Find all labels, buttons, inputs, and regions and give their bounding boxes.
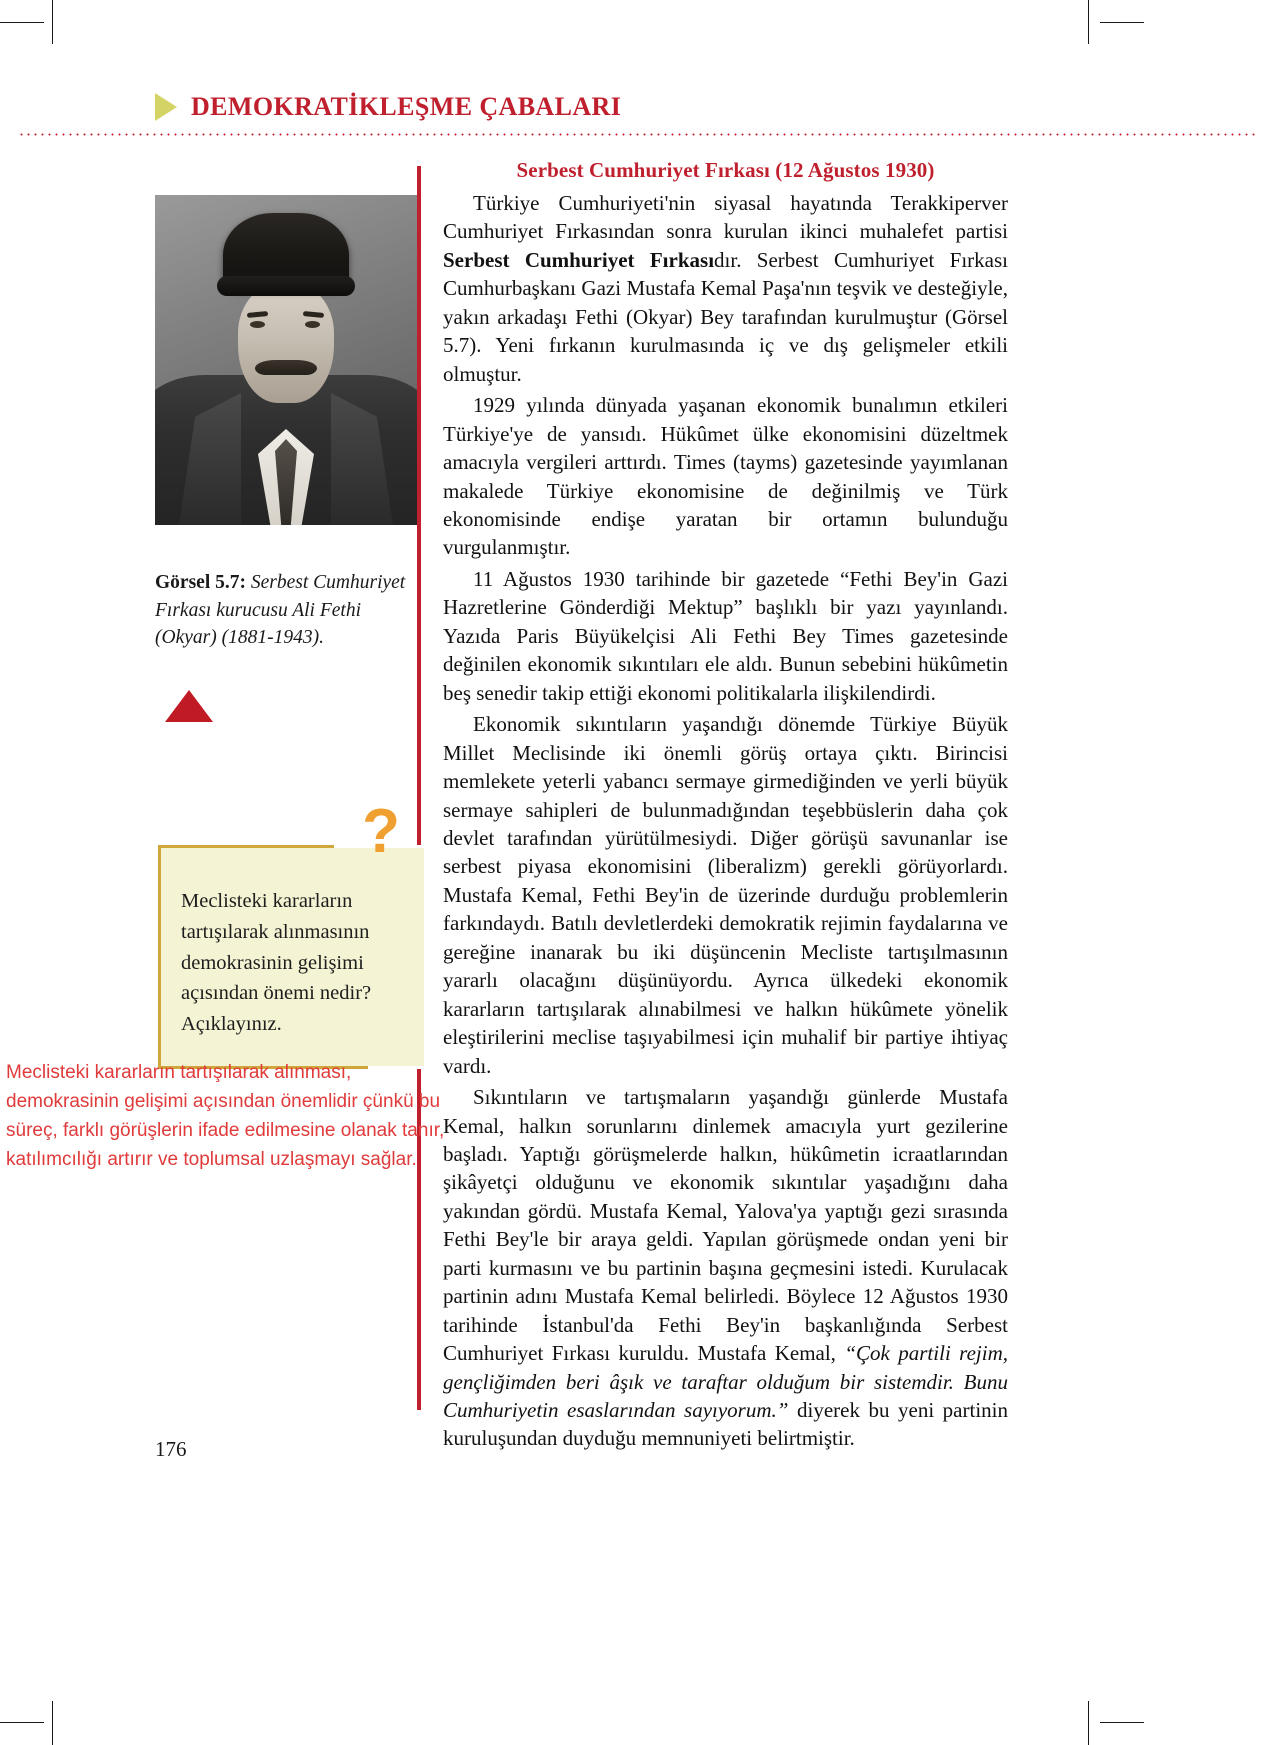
paragraph-p2 <box>443 391 1008 562</box>
page-number: 176 <box>155 1437 187 1461</box>
crop-mark-bottom-right-v <box>1088 1701 1089 1745</box>
text-run: 1929 yılında dünyada yaşanan ekonomik bunalımın etkileri Türkiye'ye de yansıdı. Hükûmet ülke ekonomisini düzeltmek amacıyla vergileri arttırdı. Times (tayms) gazetesinde yayımlanan makalede Türkiye ekonomisine de değinilmiş ve Türk ekonomisinde endişe yaratan bir ortamın bulunduğu vurgulanmıştır. <box>443 393 1008 560</box>
figure-caption-label: Görsel 5.7: <box>155 572 246 593</box>
right-column <box>443 158 1008 1453</box>
crop-mark-top-left-h <box>0 22 44 23</box>
bold-term: Serbest Cumhuriyet Fırkası <box>443 247 715 272</box>
text-run: Ekonomik sıkıntıların yaşandığı dönemde Türkiye Büyük Millet Meclisinde iki önemli görüş ortaya çıktı. Birincisi memlekete yeterli yabancı sermaye girmediğinden ve yerli büyük sermaye sahipleri de bulunmadığından teşebbüslerin daha çok devlet tarafından yürütülmesiydi. Diğer görüşü savunanlar ise serbest piyasa ekonomisini (liberalizm) gerekli görüyorlardı. Mustafa Kemal, Fethi Bey'in de üzerinde durduğu problemlerin farkındaydı. Batılı devletlerdeki demokratik rejimin faydalarına ve gereğine inanarak bu iki düşüncenin Mecliste tartışılmasının yararlı olacağını düşünüyordu. Ayrıca ülkedeki ekonomik kararların tartışılarak alınabilmesi ve halkın hükûmete yönelik eleştirilerini meclise taşıyabilmesi için muhalif bir partiye ihtiyaç vardı. <box>443 712 1008 1078</box>
portrait-kalpak-hat <box>223 213 349 289</box>
question-box-wrapper <box>158 797 424 1069</box>
paragraph-p4 <box>443 710 1008 1080</box>
crop-mark-top-left-v <box>52 0 53 44</box>
quoted-italic: “Çok partili rejim, gençliğimden beri âşık ve taraftar olduğum bir sistemdir. Bunu Cumhuriyetin esaslarından sayıyorum.” <box>443 1341 1008 1423</box>
column-divider <box>417 166 421 1410</box>
text-run: Sıkıntıların ve tartışmaların yaşandığı günlerde Mustafa Kemal, halkın sorunlarını dinlemek amacıyla yurt gezilerine başladı. Yaptığı görüşmelerde halkın, hükûmetin icraatlarından şikâyetçi olduğunu ve ekonomik sıkıntılar yaşadığını daha yakından gördü. Mustafa Kemal, Yalova'ya yaptığı gezi sırasında Fethi Bey'le bir araya geldi. Yapılan görüşmede ondan yeni bir parti kurmasını ve bu partinin başına geçmesini istedi. Kurulacak partinin adını Mustafa Kemal belirledi. Böylece 12 Ağustos 1930 tarihinde İstanbul'da Fethi Bey'in başkanlığında Serbest Cumhuriyet Fırkası kuruldu. Mustafa Kemal, <box>443 1085 1008 1366</box>
header-divider-rule <box>18 133 1255 136</box>
text-run: Türkiye Cumhuriyeti'nin siyasal hayatında Terakkiperver Cumhuriyet Fırkasından sonra kurulan ikinci muhalefet partisi <box>443 191 1008 244</box>
question-box-text: Meclisteki kararların tartışılarak alınmasının demokrasinin gelişimi açısından önemi nedir? Açıklayınız. <box>181 890 372 1035</box>
portrait-face <box>238 281 334 403</box>
crop-mark-top-right-h <box>1100 22 1144 23</box>
article-body <box>443 189 1008 1453</box>
portrait-eye-left <box>250 321 265 328</box>
page-title: DEMOKRATİKLEŞME ÇABALARI <box>191 92 622 121</box>
crop-mark-bottom-left-h <box>0 1722 44 1723</box>
text-run: dır. Serbest Cumhuriyet Fırkası Cumhurbaşkanı Gazi Mustafa Kemal Paşa'nın teşvik ve desteğiyle, yakın arkadaşı Fethi (Okyar) Bey tarafından kurulmuştur (Görsel 5.7). Yeni fırkanın kurulmasında iç ve dış gelişmeler etkili olmuştur. <box>443 247 1008 386</box>
figure-image-ali-fethi-okyar <box>155 195 417 525</box>
crop-mark-bottom-left-v <box>52 1701 53 1745</box>
figure-caption-text: Serbest Cumhuriyet Fırkası kurucusu Ali Fethi (Okyar) (1881-1943). <box>155 572 406 649</box>
left-column <box>155 195 417 652</box>
triangle-right-icon <box>155 93 177 121</box>
student-answer-note: Meclisteki kararların tartışılarak alınması, demokrasinin gelişimi açısından önemlidir çünkü bu süreç, farklı görüşlerin ifade edilmesine olanak tanır, katılımcılığı artırır ve toplumsal uzlaşmayı sağlar. <box>6 1062 445 1170</box>
text-run: diyerek bu yeni partinin kuruluşundan duyduğu memnuniyeti belirtmiştir. <box>443 1398 1008 1451</box>
question-mark-icon: ? <box>362 797 400 866</box>
paragraph-p5 <box>443 1083 1008 1453</box>
section-subheading: Serbest Cumhuriyet Fırkası (12 Ağustos 1930) <box>516 158 935 182</box>
crop-mark-bottom-right-h <box>1100 1722 1144 1723</box>
page-header <box>155 92 621 122</box>
paragraph-p3 <box>443 565 1008 707</box>
text-run: 11 Ağustos 1930 tarihinde bir gazetede “Fethi Bey'in Gazi Hazretlerine Gönderdiği Mektup” başlıklı bir yazı yayınlandı. Yazıda Paris Büyükelçisi Ali Fethi Bey Times gazetesinde değinilen ekonomik sıkıntıları ele aldı. Bunun sebebini hükûmetin beş senedir takip ettiği ekonomi politikalarla ilişkilendirdi. <box>443 566 1008 705</box>
crop-mark-top-right-v <box>1088 0 1089 44</box>
portrait-mustache <box>255 360 317 375</box>
red-triangle-marker-icon <box>165 690 213 722</box>
question-box <box>158 845 424 1069</box>
portrait-eye-right <box>305 321 320 328</box>
paragraph-p1 <box>443 189 1008 388</box>
figure-caption <box>155 569 417 652</box>
